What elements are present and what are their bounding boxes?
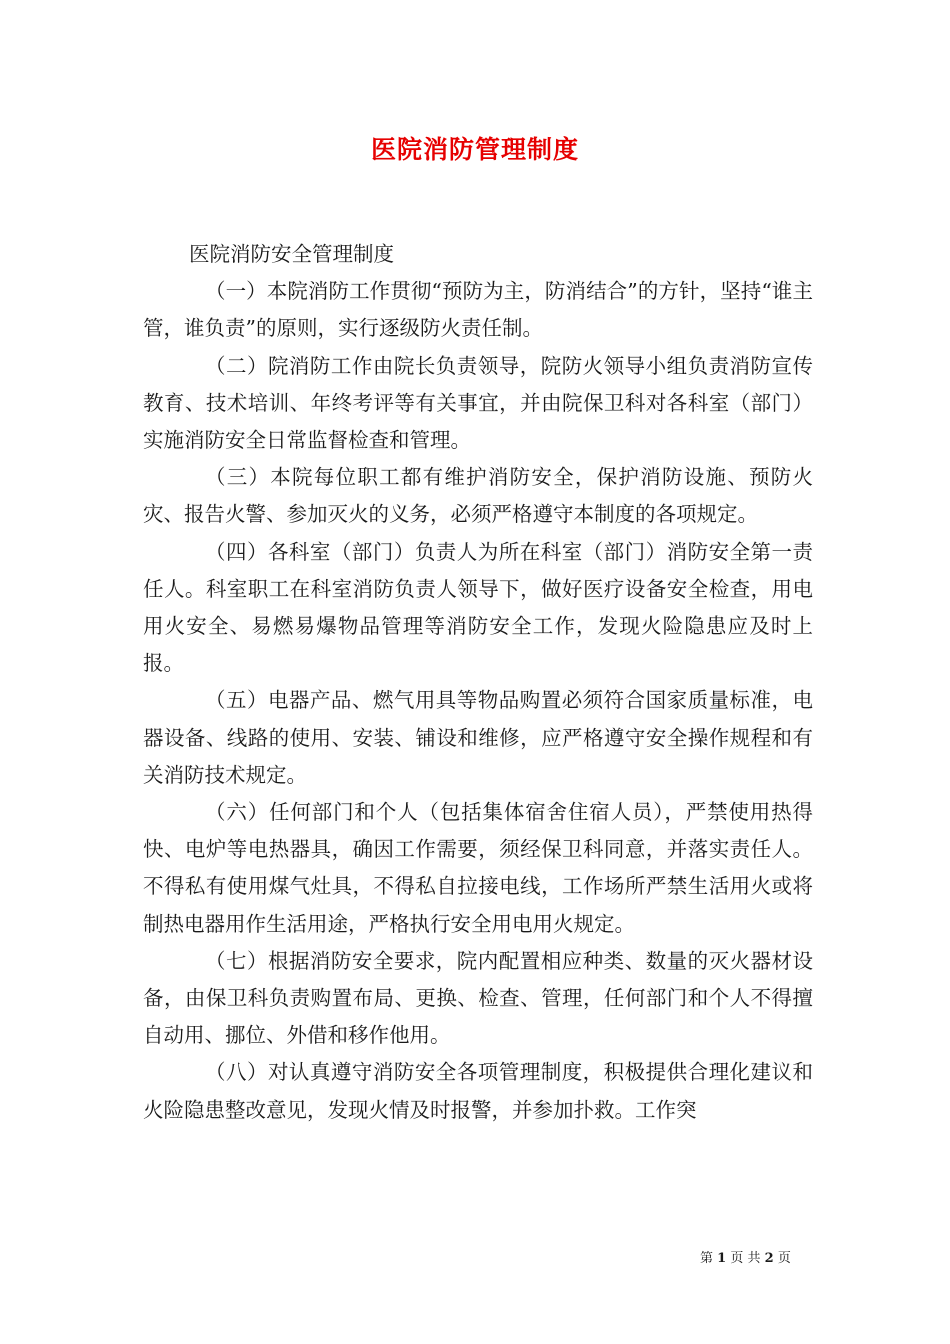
paragraph-3: （三）本院每位职工都有维护消防安全，保护消防设施、预防火灾、报告火警、参加灭火的义务，必须严格遵守本制度的各项规定。 <box>143 465 813 527</box>
document-title: 医院消防管理制度 <box>370 135 579 164</box>
paragraph-6: （六）任何部门和个人（包括集体宿舍住宿人员），严禁使用热得快、电炉等电热器具，确因工作需要，须经保卫科同意，并落实责任人。不得私有使用煤气灶具，不得私自拉接电线，工作场所严禁生活用火或将制热电器用作生活用途，严格执行安全用电用火规定。 <box>143 800 813 936</box>
paragraph-7: （七）根据消防安全要求，院内配置相应种类、数量的灭火器材设备，由保卫科负责购置布局、更换、检查、管理，任何部门和个人不得擅自动用、挪位、外借和移作他用。 <box>143 948 813 1048</box>
paragraph-5: （五）电器产品、燃气用具等物品购置必须符合国家质量标准，电器设备、线路的使用、安装、铺设和维修，应严格遵守安全操作规程和有关消防技术规定。 <box>143 688 813 787</box>
footer-middle: 页 共 <box>730 1251 761 1266</box>
page-number-footer <box>700 1247 791 1266</box>
paragraph-8: （八）对认真遵守消防安全各项管理制度，积极提供合理化建议和火险隐患整改意见，发现火情及时报警，并参加扑救。工作突 <box>143 1060 813 1122</box>
paragraph-1: （一）本院消防工作贯彻“预防为主，防消结合”的方针，坚持“谁主管，谁负责”的原则，实行逐级防火责任制。 <box>143 279 813 341</box>
footer-total-pages: 2 <box>764 1251 774 1266</box>
document-body <box>143 236 813 1129</box>
footer-current-page: 1 <box>717 1251 727 1266</box>
footer-prefix: 第 <box>700 1251 714 1266</box>
paragraph-4: （四）各科室（部门）负责人为所在科室（部门）消防安全第一责任人。科室职工在科室消防负责人领导下，做好医疗设备安全检查，用电用火安全、易燃易爆物品管理等消防安全工作，发现火险隐患应及时上报。 <box>143 539 813 676</box>
footer-suffix: 页 <box>777 1251 791 1266</box>
paragraph-2: （二）院消防工作由院长负责领导，院防火领导小组负责消防宣传教育、技术培训、年终考评等有关事宜，并由院保卫科对各科室（部门）实施消防安全日常监督检查和管理。 <box>143 353 813 453</box>
document-subtitle: 医院消防安全管理制度 <box>189 242 394 266</box>
